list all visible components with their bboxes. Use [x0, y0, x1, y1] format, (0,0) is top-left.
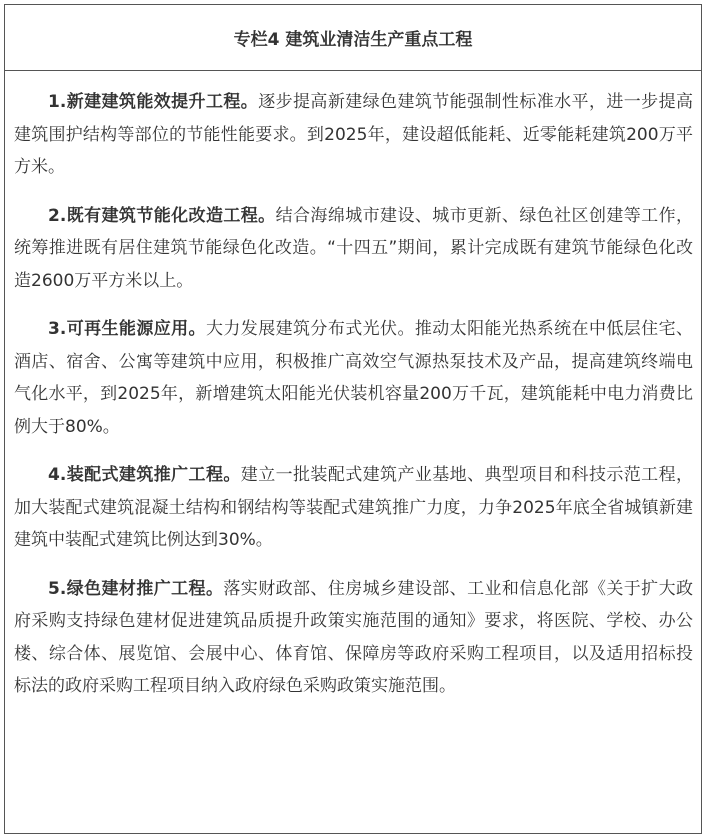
column-content	[5, 71, 701, 703]
item-green-materials	[14, 573, 693, 703]
item-heading: 1.新建建筑能效提升工程。	[48, 92, 259, 112]
item-renewable-energy	[14, 313, 693, 443]
item-existing-building-retrofit	[14, 200, 693, 298]
item-prefabricated-building	[14, 459, 693, 557]
item-heading: 5.绿色建材推广工程。	[48, 578, 224, 599]
item-body: 大力发展建筑分布式光伏。推动太阳能光热系统在中低层住宅、酒店、宿舍、公寓等建筑中应用，积极推广高效空气源热泵技术及产品，提高建筑终端电气化水平，到2025年，新增建筑太阳能光伏装机容量200万千瓦，建筑能耗中电力消费比例大于80%。	[14, 319, 693, 437]
item-heading: 2.既有建筑节能化改造工程。	[48, 205, 276, 226]
item-heading: 4.装配式建筑推广工程。	[48, 465, 241, 485]
item-body: 结合海绵城市建设、城市更新、绿色社区创建等工作，统筹推进既有居住建筑节能绿色化改造。“十四五”期间，累计完成既有建筑节能绿色化改造2600万平方米以上。	[14, 205, 694, 291]
column-title: 专栏4 建筑业清洁生产重点工程	[233, 30, 473, 50]
item-body: 落实财政部、住房城乡建设部、工业和信息化部《关于扩大政府采购支持绿色建材促进建筑品质提升政策实施范围的通知》要求，将医院、学校、办公楼、综合体、展览馆、会展中心、体育馆、保障房等政府采购工程项目，以及适用招标投标法的政府采购工程项目纳入政府绿色采购政策实施范围。	[14, 578, 693, 696]
item-body: 逐步提高新建绿色建筑节能强制性标准水平，进一步提高建筑围护结构等部位的节能性能要求。到2025年，建设超低能耗、近零能耗建筑200万平方米。	[14, 92, 693, 177]
item-body: 建立一批装配式建筑产业基地、典型项目和科技示范工程，加大装配式建筑混凝土结构和钢结构等装配式建筑推广力度，力争2025年底全省城镇新建建筑中装配式建筑比例达到30%。	[14, 465, 693, 550]
item-new-building-efficiency	[14, 86, 693, 184]
item-heading: 3.可再生能源应用。	[48, 319, 206, 339]
title-row	[5, 5, 701, 71]
column-box	[4, 4, 702, 834]
